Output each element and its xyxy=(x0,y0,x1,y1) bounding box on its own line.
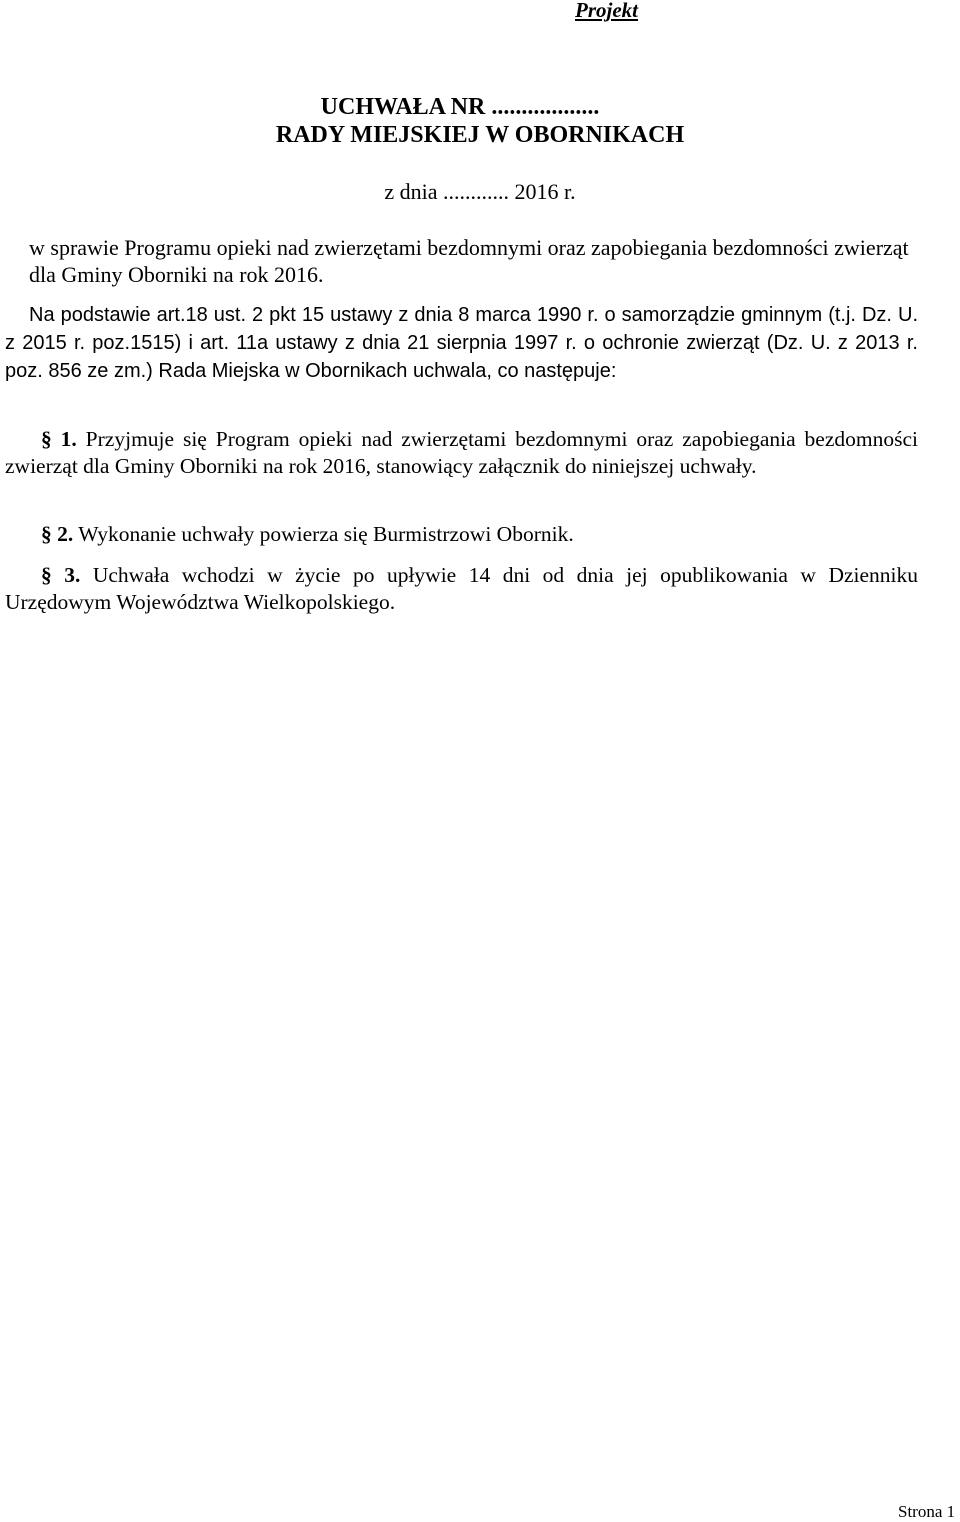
paragraph-3 xyxy=(5,562,918,616)
resolution-subject: w sprawie Programu opieki nad zwierzętami bezdomnymi oraz zapobiegania bezdomności zwierząt dla Gminy Oborniki na rok 2016. xyxy=(29,235,909,287)
council-name: RADY MIEJSKIEJ W OBORNIKACH xyxy=(275,122,685,148)
paragraph-1 xyxy=(5,426,918,480)
paragraph-text: Wykonanie uchwały powierza się Burmistrzowi Obornik. xyxy=(73,522,574,546)
paragraph-text: Uchwała wchodzi w życie po upływie 14 dni od dnia jej opublikowania w Dzienniku Urzędowym Województwa Wielkopolskiego. xyxy=(5,563,919,614)
paragraph-2 xyxy=(5,521,918,548)
paragraph-symbol: § 1. xyxy=(41,427,77,451)
legal-basis: Na podstawie art.18 ust. 2 pkt 15 ustawy z dnia 8 marca 1990 r. o samorządzie gminnym (t.j. Dz. U. z 2015 r. poz.1515) i art. 11a ustawy z dnia 21 sierpnia 1997 r. o ochronie zwierząt (Dz. U. z 2013 r. poz. 856 ze zm.) Rada Miejska w Obornikach uchwala, co następuje: xyxy=(5,304,918,382)
paragraph-symbol: § 2. xyxy=(41,522,74,546)
resolution-date: z dnia ............ 2016 r. xyxy=(384,179,576,204)
projekt-label: Projekt xyxy=(575,0,638,22)
resolution-title: UCHWAŁA NR .................. xyxy=(320,94,600,120)
page-number: Strona 1 xyxy=(898,1502,956,1521)
paragraph-symbol: § 3. xyxy=(41,563,81,587)
paragraph-text: Przyjmuje się Program opieki nad zwierzętami bezdomnymi oraz zapobiegania bezdomności zwierząt dla Gminy Oborniki na rok 2016, stanowiący załącznik do niniejszej uchwały. xyxy=(5,427,918,478)
